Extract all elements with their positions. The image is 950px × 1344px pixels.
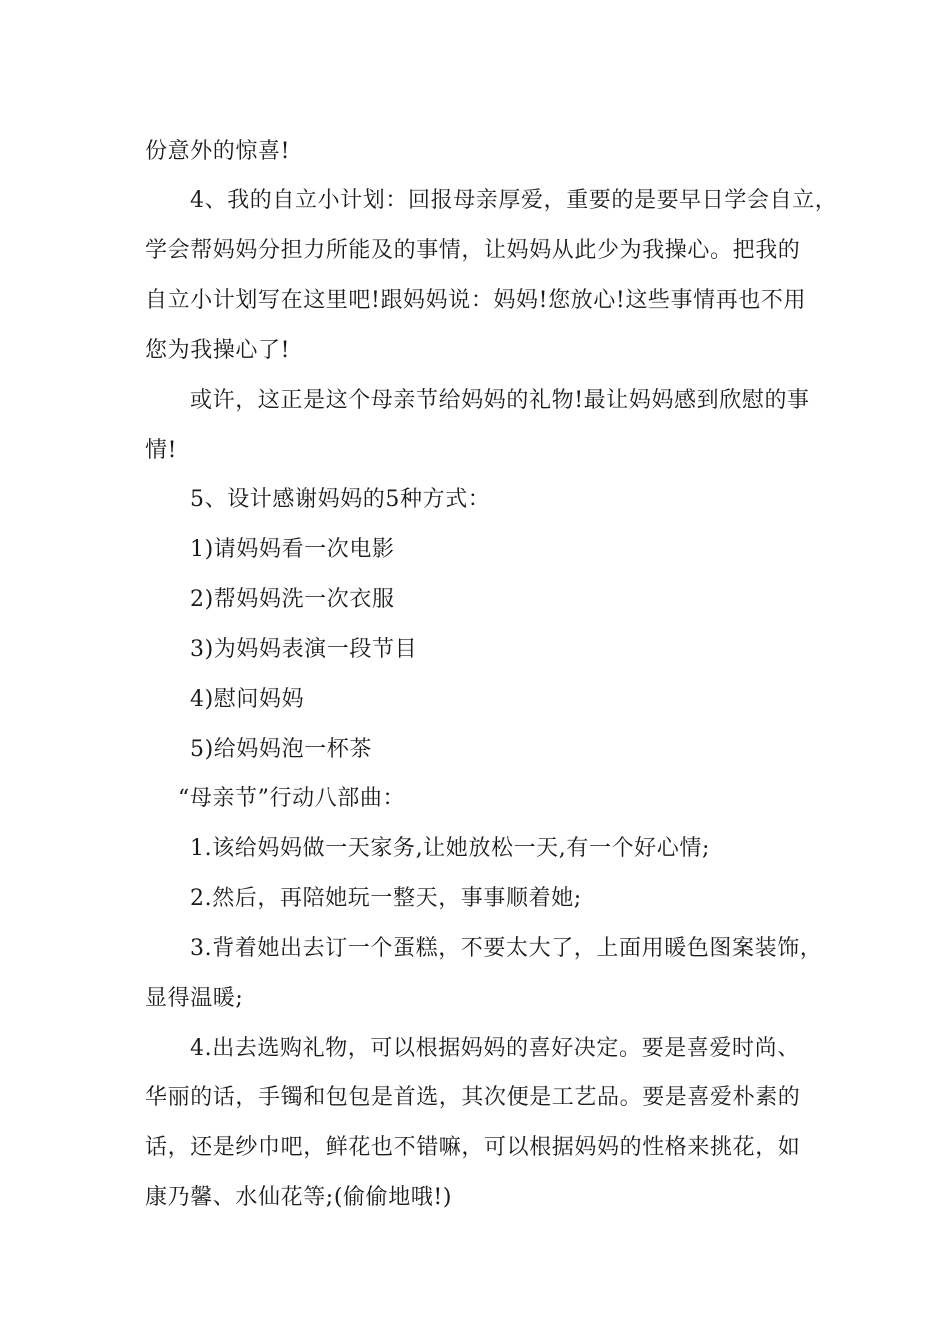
text-line: 或许，这正是这个母亲节给妈妈的礼物!最让妈妈感到欣慰的事 bbox=[190, 388, 810, 413]
list-item: 5)给妈妈泡一杯茶 bbox=[190, 737, 372, 762]
list-item: 2.然后，再陪她玩一整天，事事顺着她; bbox=[190, 886, 582, 911]
text-line: 康乃馨、水仙花等;(偷偷地哦!) bbox=[145, 1185, 453, 1210]
text-line: 5、设计感谢妈妈的5种方式： bbox=[190, 487, 491, 512]
list-item: 1)请妈妈看一次电影 bbox=[190, 537, 395, 562]
list-item: 3.背着她出去订一个蛋糕，不要太大了，上面用暖色图案装饰， bbox=[190, 936, 823, 961]
list-item: 4)慰问妈妈 bbox=[190, 687, 305, 712]
list-item: 3)为妈妈表演一段节目 bbox=[190, 637, 418, 662]
section-heading: “母亲节”行动八部曲： bbox=[178, 786, 406, 811]
text-line: 话，还是纱巾吧，鲜花也不错嘛，可以根据妈妈的性格来挑花，如 bbox=[145, 1135, 801, 1160]
list-item: 1.该给妈妈做一天家务,让她放松一天,有一个好心情; bbox=[190, 836, 710, 861]
text-line: 显得温暖; bbox=[145, 986, 244, 1011]
text-line: 华丽的话，手镯和包包是首选，其次便是工艺品。要是喜爱朴素的 bbox=[145, 1085, 801, 1110]
text-line: 情! bbox=[145, 438, 178, 463]
list-item: 2)帮妈妈洗一次衣服 bbox=[190, 587, 395, 612]
text-line: 您为我操心了! bbox=[145, 338, 291, 363]
text-line: 学会帮妈妈分担力所能及的事情，让妈妈从此少为我操心。把我的 bbox=[145, 238, 801, 263]
list-item: 4.出去选购礼物，可以根据妈妈的喜好决定。要是喜爱时尚、 bbox=[190, 1036, 800, 1061]
text-line: 份意外的惊喜! bbox=[145, 139, 291, 164]
text-line: 4、我的自立小计划：回报母亲厚爱，重要的是要早日学会自立， bbox=[190, 188, 838, 213]
text-line: 自立小计划写在这里吧!跟妈妈说：妈妈!您放心!这些事情再也不用 bbox=[145, 288, 807, 313]
